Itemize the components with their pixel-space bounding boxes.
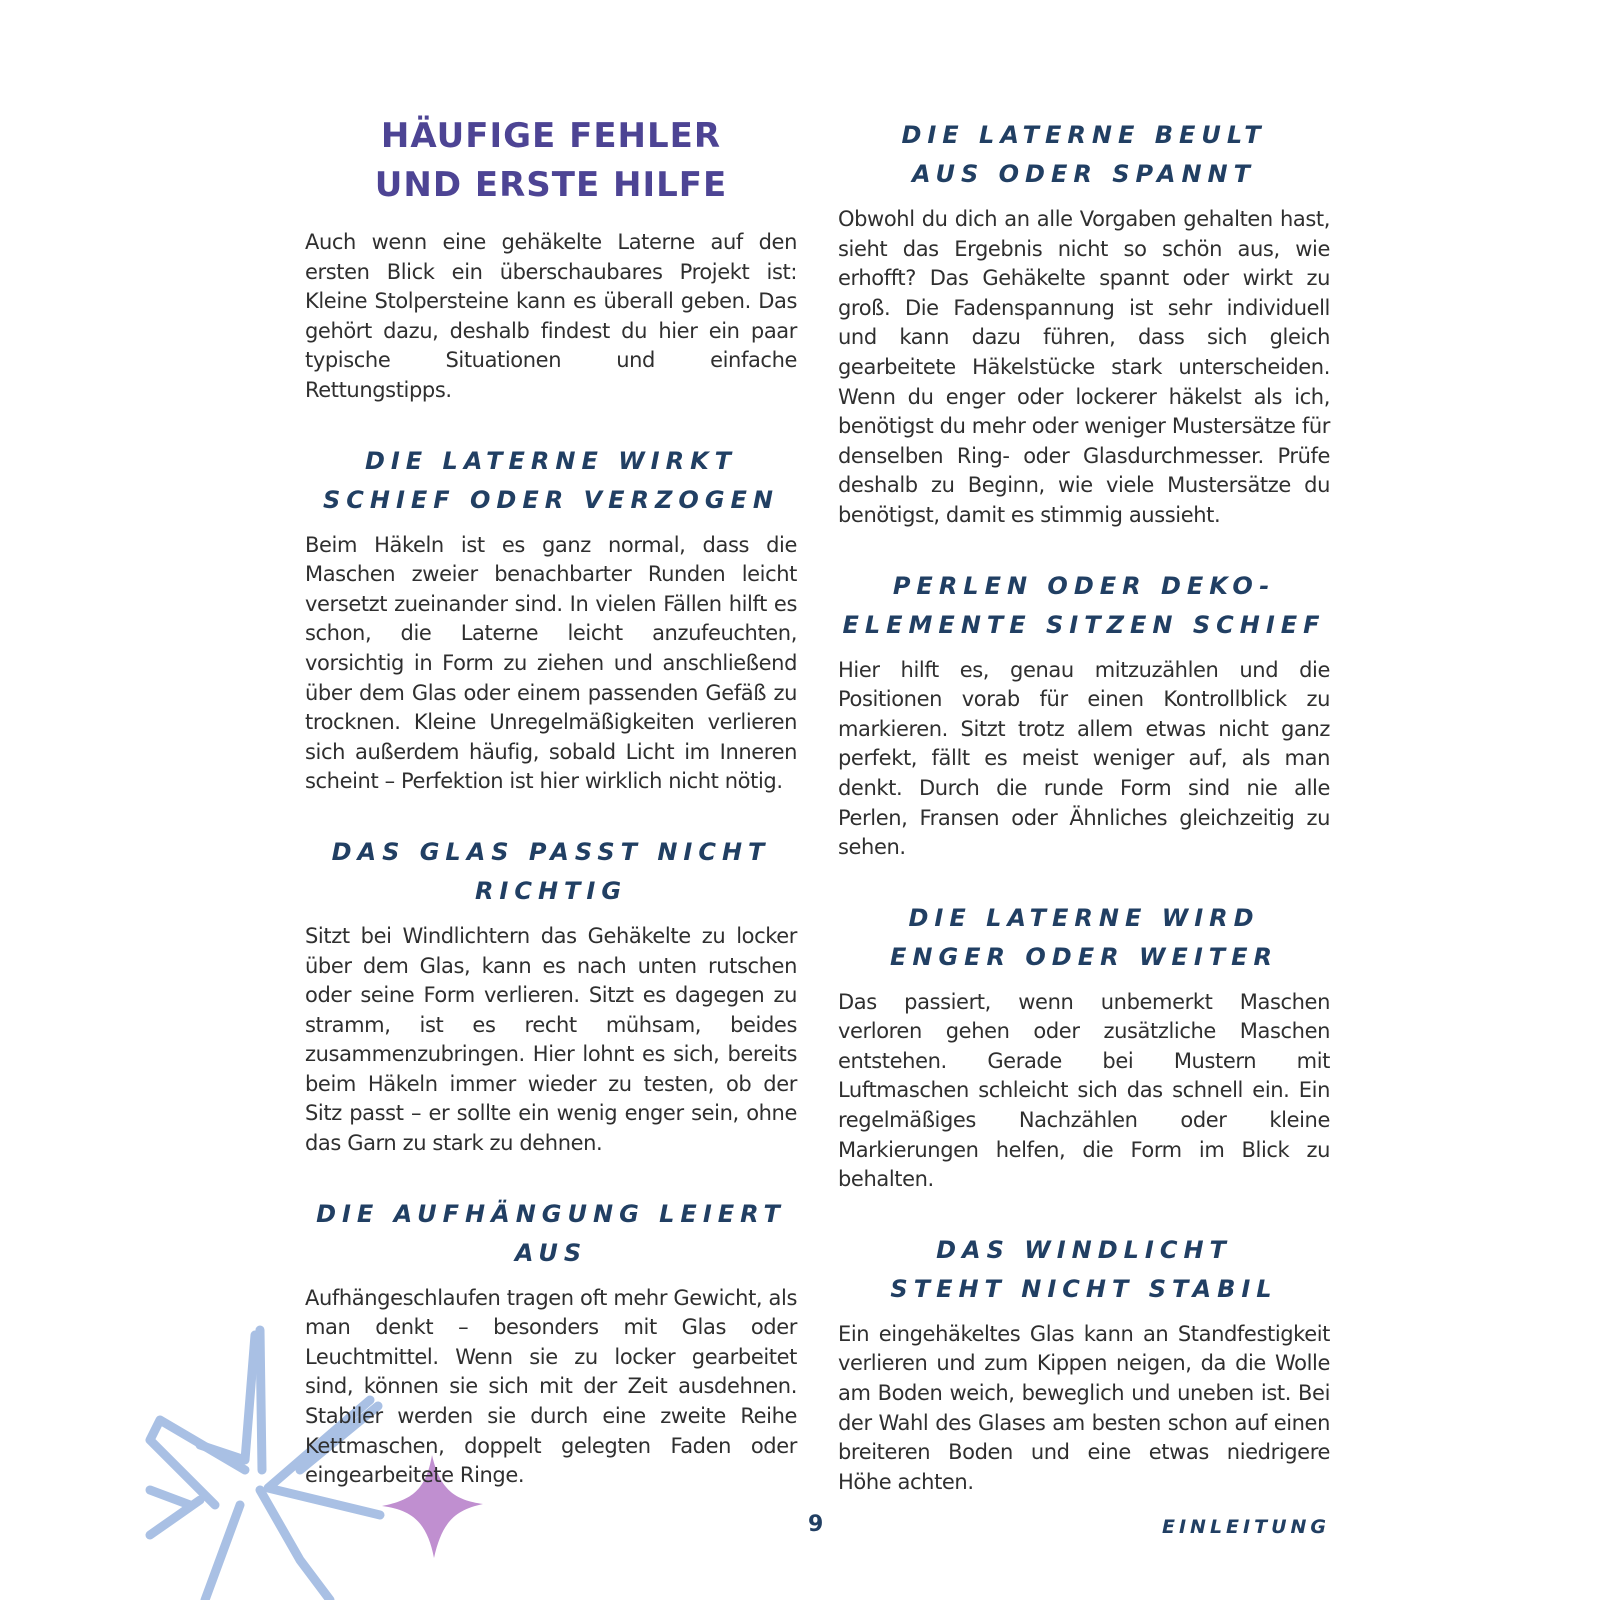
running-head: EINLEITUNG xyxy=(1162,1516,1330,1538)
section-text-schief: Beim Häkeln ist es ganz normal, dass die Maschen zweier benachbarter Runden leicht versetzt zueinander sind. In vielen Fällen hilft es schon, die Laterne leicht anzufeuchten, vorsichtig in Form zu ziehen und anschließend über dem Glas oder einem passenden Gefäß zu trocknen. Kleine Unregelmäßigkeiten verlieren sich außerdem häufig, sobald Licht im Inneren scheint – Perfektion ist hier wirklich nicht nötig. xyxy=(305,532,797,794)
section-text-aufhaengung: Aufhängeschlaufen tragen oft mehr Gewicht, als man denkt – besonders mit Glas oder Leuchtmittel. Wenn sie zu locker gearbeitet sind, können sie sich mit der Zeit ausdehnen. Stabiler werden sie durch eine zweite Reihe Kettmaschen, doppelt gelegten Faden oder eingearbeitete Ringe. xyxy=(305,1285,797,1488)
section-text-beult: Obwohl du dich an alle Vorgaben gehalten hast, sieht das Ergebnis nicht so schön aus, wie erhofft? Das Gehäkelte spannt oder wirkt zu groß. Die Fadenspannung ist sehr individuell und kann dazu führen, dass sich gleich gearbeitete Häkelstücke stark unterscheiden. Wenn du enger oder lockerer häkelst als ich, benötigst du mehr oder weniger Mustersätze für denselben Ring- oder Glasdurchmesser. Prüfe deshalb zu Beginn, wie viele Mustersätze du benötigst, damit es stimmig aussieht. xyxy=(838,207,1330,527)
section-text-perlen: Hier hilft es, genau mitzuzählen und die Positionen vorab für einen Kontrollblick zu markieren. Sitzt trotz allem etwas nicht ganz perfekt, fällt es meist weniger auf, als man denkt. Durch die runde Form sind nie alle Perlen, Fransen oder Ähnliches gleichzeitig zu sehen. xyxy=(838,657,1330,860)
section-text-windlicht: Ein eingehäkeltes Glas kann an Standfestigkeit verlieren und zum Kippen neigen, da die Wolle am Boden weich, beweglich und uneben ist. Bei der Wahl des Glases am besten schon auf einen breiteren Boden und eine etwas niedrigere Höhe achten. xyxy=(838,1321,1330,1494)
section-heading-perlen: PERLEN ODER DEKO- ELEMENTE SITZEN SCHIEF xyxy=(842,571,1326,639)
section-text-glas: Sitzt bei Windlichtern das Gehäkelte zu locker über dem Glas, kann es nach unten rutschen oder seine Form verlieren. Sitzt es dagegen zu stramm, ist es recht mühsam, beides zusammenzubringen. Hier lohnt es sich, bereits beim Häkeln immer wieder zu testen, ob der Sitz passt – er sollte ein wenig enger sein, ohne das Garn zu stark zu dehnen. xyxy=(305,923,797,1156)
section-heading-aufhaengung: DIE AUFHÄNGUNG LEIERT AUS xyxy=(316,1199,786,1267)
section-heading-schief: DIE LATERNE WIRKT SCHIEF ODER VERZOGEN xyxy=(322,446,780,514)
intro-paragraph: Auch wenn eine gehäkelte Laterne auf den ersten Blick ein überschaubares Projekt ist: Kleine Stolpersteine kann es überall geben. Das gehört dazu, deshalb findest du hier ein paar typische Situationen und einfache Rettungstipps. xyxy=(305,230,797,402)
left-column xyxy=(305,112,797,1527)
section-heading-glas: DAS GLAS PASST NICHT RICHTIG xyxy=(331,837,771,905)
page-number: 9 xyxy=(808,1512,824,1537)
section-text-weiter: Das passiert, wenn unbemerkt Maschen verloren gehen oder zusätzliche Maschen entstehen. Gerade bei Mustern mit Luftmaschen schleicht sich das schnell ein. Ein regelmäßiges Nachzählen oder kleine Markierungen helfen, die Form im Blick zu behalten. xyxy=(838,989,1330,1192)
page-title: HÄUFIGE FEHLER UND ERSTE HILFE xyxy=(374,116,728,205)
right-column xyxy=(838,112,1330,1533)
section-heading-windlicht: DAS WINDLICHT STEHT NICHT STABIL xyxy=(890,1235,1278,1303)
section-heading-beult: DIE LATERNE BEULT AUS ODER SPANNT xyxy=(901,121,1267,188)
section-heading-weiter: DIE LATERNE WIRD ENGER ODER WEITER xyxy=(889,903,1278,971)
